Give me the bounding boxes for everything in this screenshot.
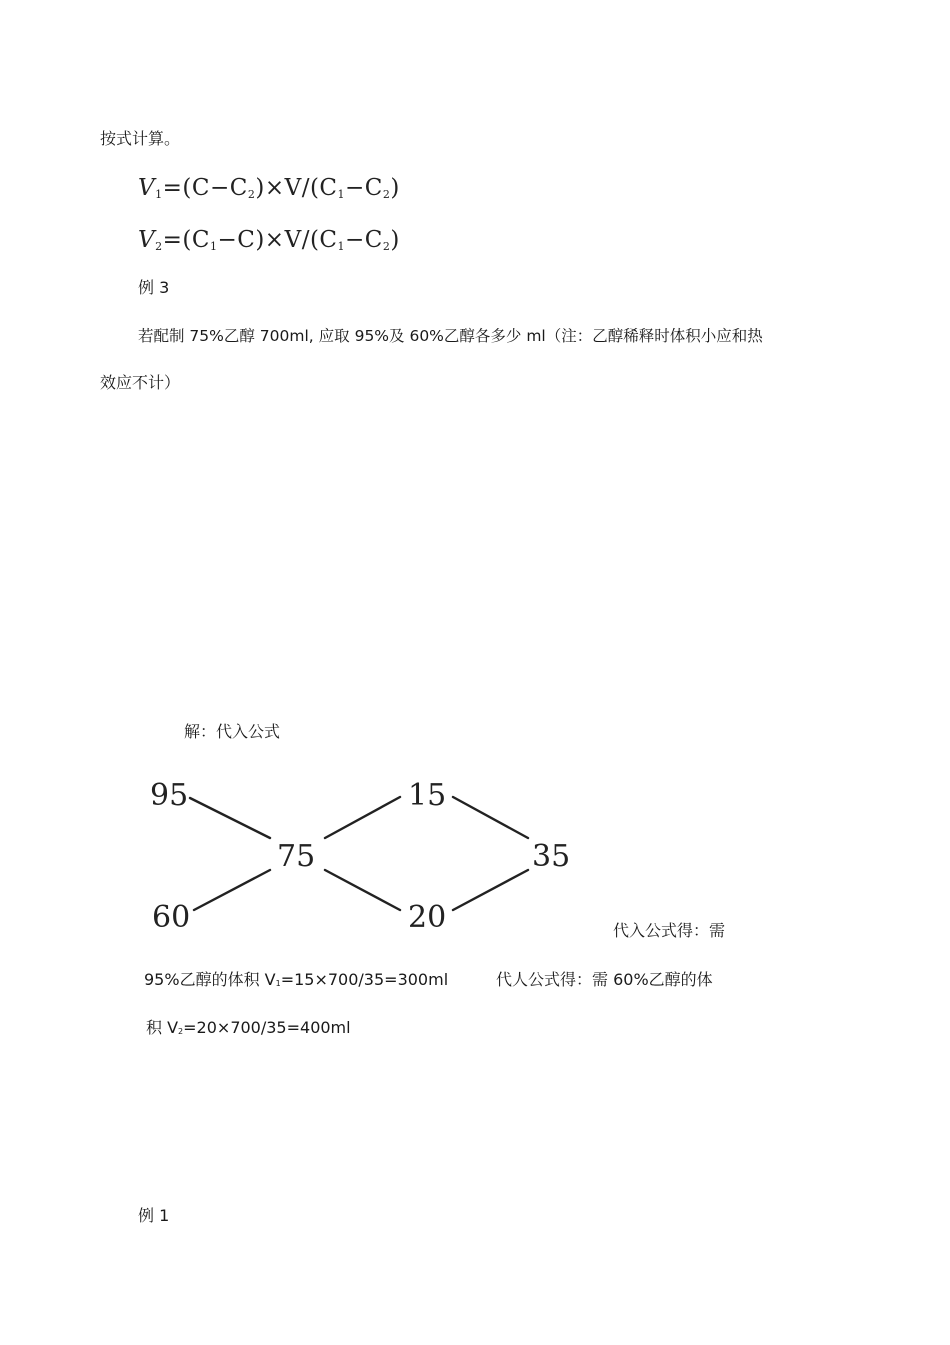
value-60: 60 [152, 900, 191, 935]
result-line-1a: 95%乙醇的体积 V1=15×700/35=300ml [144, 970, 449, 989]
line-60-75 [194, 870, 270, 910]
intro-text: 按式计算。 [100, 129, 181, 148]
question-line-1: 若配制 75%乙醇 700ml, 应取 95%及 60%乙醇各多少 ml（注：乙醇稀释时体积小应和热 [138, 327, 763, 345]
value-20: 20 [408, 900, 447, 935]
formula-v1: $V_1=(C-C_2)\times V/(C_1-C_2)$ [138, 175, 400, 201]
solution-label: 解：代入公式 [184, 722, 281, 741]
question-line-2: 效应不计） [100, 373, 181, 392]
value-75: 75 [277, 839, 316, 874]
example-3-label: 例 3 [138, 278, 170, 297]
line-15-35 [453, 797, 528, 838]
value-35: 35 [532, 839, 571, 874]
value-15: 15 [408, 778, 447, 813]
example-1-label: 例 1 [138, 1206, 170, 1225]
line-75-15 [325, 797, 400, 838]
result-line-2: 积 V2=20×700/35=400ml [146, 1018, 351, 1037]
line-95-75 [190, 798, 270, 838]
line-20-35 [453, 870, 528, 910]
result-intro: 代入公式得：需 [613, 921, 726, 940]
cross-mixing-diagram [140, 770, 580, 940]
formula-v2: $V_2=(C_1-C)\times V/(C_1-C_2)$ [138, 227, 400, 253]
result-line-1b: 代人公式得：需 60%乙醇的体 [496, 970, 713, 989]
value-95: 95 [150, 778, 189, 813]
line-75-20 [325, 870, 400, 910]
